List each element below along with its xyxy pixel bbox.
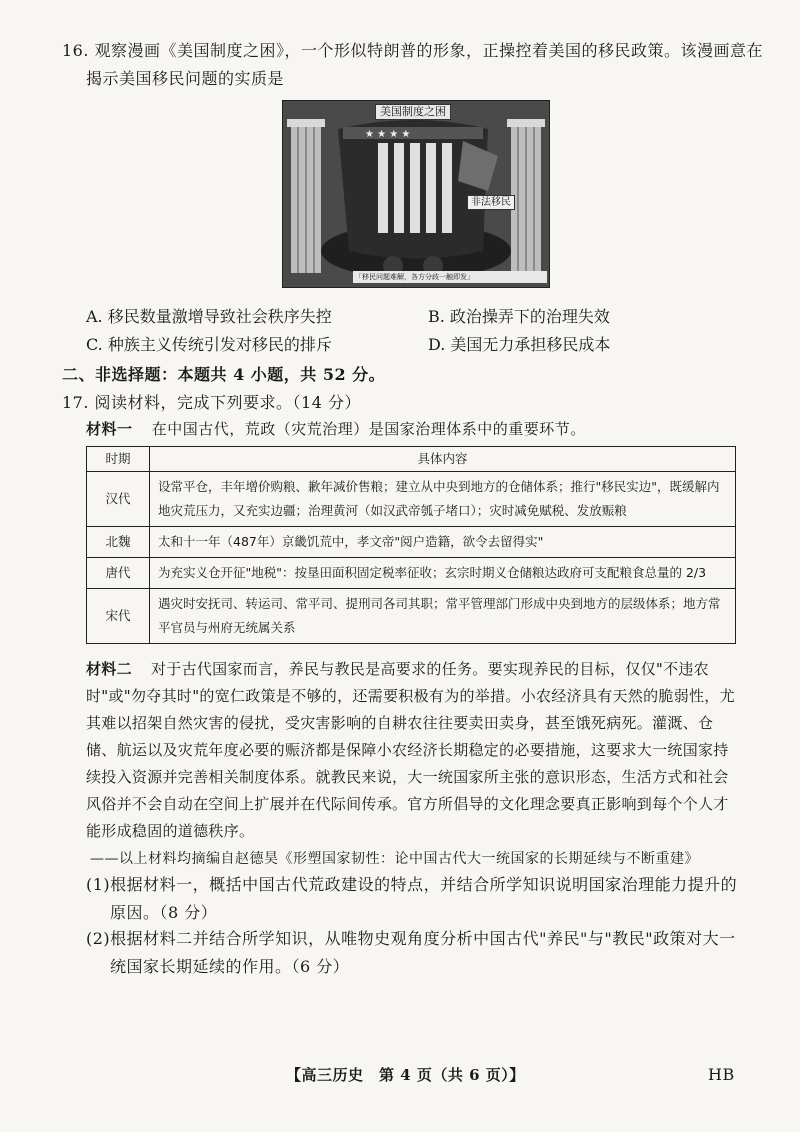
- cartoon-title: 美国制度之困: [375, 104, 451, 120]
- famine-policy-table: [86, 446, 736, 644]
- option-d: D. 美国无力承担移民成本: [428, 335, 611, 354]
- cartoon-caption: 「移民问题难解，各方分歧一触即发」: [353, 271, 547, 283]
- svg-text:★ ★ ★ ★: ★ ★ ★ ★: [365, 129, 411, 140]
- table-row: [87, 558, 736, 589]
- section-2-heading: 二、非选择题：本题共 4 小题，共 52 分。: [62, 365, 386, 384]
- table-cell-period: 宋代: [87, 589, 150, 644]
- option-b: B. 政治操弄下的治理失效: [428, 307, 610, 326]
- sub-question-2: (2)根据材料二并结合所学知识，从唯物史观角度分析中国古代"养民"与"教民"政策对大一: [86, 929, 736, 948]
- material-1-label: 材料一: [86, 420, 133, 438]
- table-row: [87, 589, 736, 644]
- option-c: C. 种族主义传统引发对移民的排斥: [86, 335, 332, 354]
- cartoon-illustration: [283, 101, 549, 287]
- question-16-stem: 16. 观察漫画《美国制度之困》，一个形似特朗普的形象，正操控着美国的移民政策。该漫画意在: [62, 41, 764, 60]
- table-cell-period: 唐代: [87, 558, 150, 589]
- material-source: ——以上材料均摘编自赵德昊《形塑国家韧性：论中国古代大一统国家的长期延续与不断重建》: [90, 851, 699, 867]
- page-footer: 【高三历史 第 4 页（共 6 页）】: [286, 1066, 525, 1084]
- material-1-text: 在中国古代，荒政（灾荒治理）是国家治理体系中的重要环节。: [151, 420, 586, 438]
- cartoon-hat-label: 非法移民: [467, 195, 515, 210]
- option-a: A. 移民数量激增导致社会秩序失控: [86, 307, 332, 326]
- question-16-stem-cont: 揭示美国移民问题的实质是: [86, 69, 285, 88]
- cartoon-image: [282, 100, 550, 288]
- material-2-label: 材料二: [86, 660, 132, 678]
- sub-question-1-cont: 原因。（8 分）: [110, 903, 218, 922]
- table-row: [87, 472, 736, 527]
- table-cell-content: 遇灾时安抚司、转运司、常平司、提刑司各司其职；常平管理部门形成中央到地方的层级体系；地方常平官员与州府无统属关系: [150, 589, 736, 644]
- table-header-row: [87, 447, 736, 472]
- material-2: [86, 656, 736, 845]
- table-cell-period: 北魏: [87, 527, 150, 558]
- table-header-period: 时期: [87, 447, 150, 472]
- table-row: [87, 527, 736, 558]
- question-17-stem: 17. 阅读材料，完成下列要求。（14 分）: [62, 393, 361, 412]
- paper-code: HB: [708, 1065, 735, 1084]
- material-2-text: 对于古代国家而言，养民与教民是高要求的任务。要实现养民的目标，仅仅"不违农时"或"勿夺其时"的宽仁政策是不够的，还需要积极有为的举措。小农经济具有天然的脆弱性，尤其难以招架自然灾害的侵扰，受灾害影响的自耕农往往要卖田卖身，甚至饿死病死。灌溉、仓储、航运以及灾荒年度必要的赈济都是保障小农经济长期稳定的必要措施，这要求大一统国家持续投入资源并完善相关制度体系。就教民来说，大一统国家所主张的意识形态，生活方式和社会风俗并不会自动在空间上扩展并在代际间传承。官方所倡导的文化理念要真正影响到每个个人才能形成稳固的道德秩序。: [86, 660, 735, 840]
- table-cell-content: 设常平仓，丰年增价购粮、歉年减价售粮；建立从中央到地方的仓储体系；推行"移民实边"，既缓解内地灾荒压力，又充实边疆；治理黄河（如汉武帝瓠子堵口）；灾时减免赋税、发放赈粮: [150, 472, 736, 527]
- table-cell-period: 汉代: [87, 472, 150, 527]
- table-cell-content: 为充实义仓开征"地税"：按垦田面积固定税率征收；玄宗时期义仓储粮达政府可支配粮食总量的 2/3: [150, 558, 736, 589]
- table-cell-content: 太和十一年（487年）京畿饥荒中，孝文帝"阅户造籍，欲令去留得实": [150, 527, 736, 558]
- sub-question-1: (1)根据材料一，概括中国古代荒政建设的特点，并结合所学知识说明国家治理能力提升的: [86, 875, 738, 894]
- sub-question-2-cont: 统国家长期延续的作用。（6 分）: [110, 957, 350, 976]
- material-1: [86, 418, 586, 440]
- table-header-content: 具体内容: [150, 447, 736, 472]
